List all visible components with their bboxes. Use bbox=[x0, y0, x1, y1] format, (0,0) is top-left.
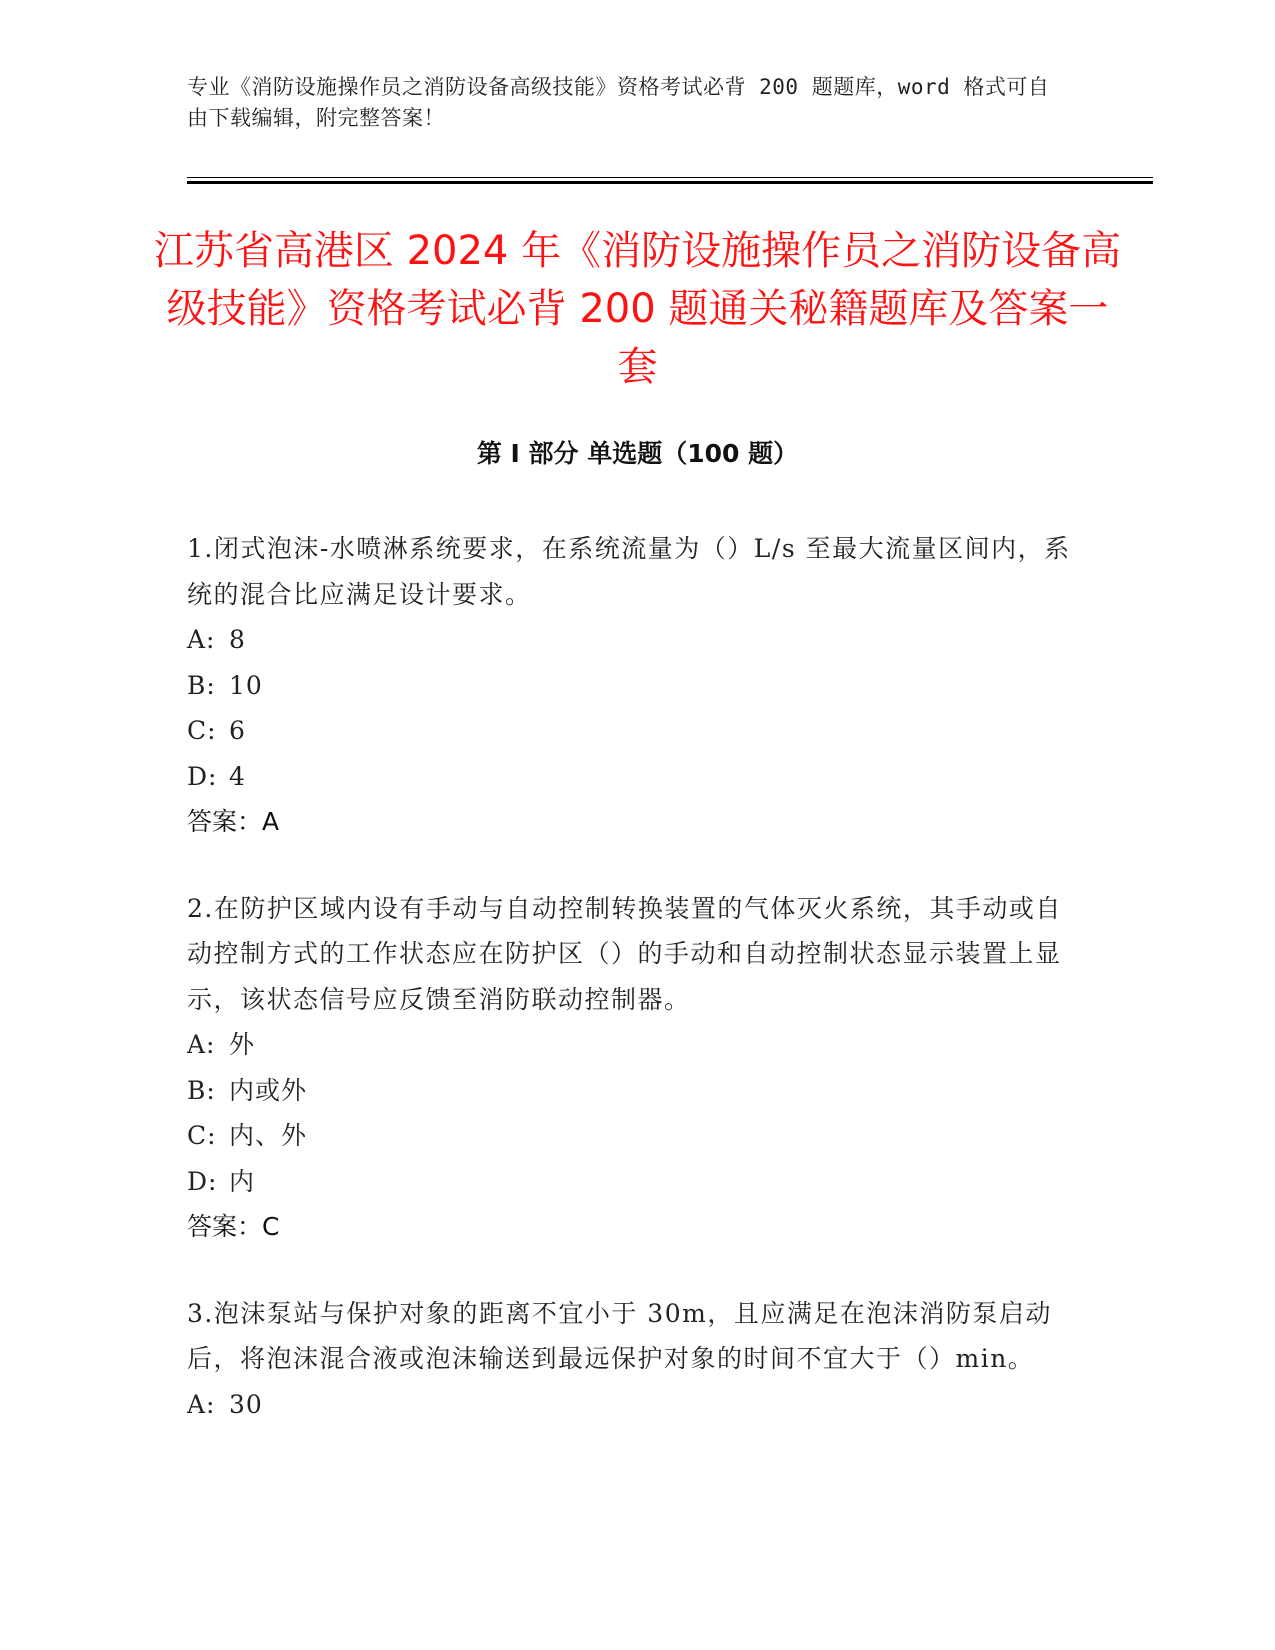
section-title: 第 I 部分 单选题（100 题） bbox=[476, 439, 799, 468]
option-text: 8 bbox=[229, 625, 246, 654]
option-d bbox=[187, 1159, 1077, 1205]
answer-line: 答案：C bbox=[187, 1212, 280, 1241]
answer-line: 答案：A bbox=[187, 807, 280, 836]
option-a bbox=[187, 1022, 1077, 1068]
option-text: 内、外 bbox=[229, 1121, 308, 1150]
option-text: 30 bbox=[229, 1389, 263, 1419]
header-rule-thick bbox=[187, 181, 1153, 184]
option-text: 内或外 bbox=[229, 1075, 308, 1105]
header-note: 专业《消防设施操作员之消防设备高级技能》资格考试必背 200 题题库，word 格式可自由下载编辑，附完整答案！ bbox=[187, 75, 1050, 130]
option-b bbox=[187, 663, 1077, 709]
option-text: 内 bbox=[229, 1166, 256, 1196]
option-text: 外 bbox=[229, 1030, 256, 1059]
question-list bbox=[187, 526, 1077, 1468]
option-key: D: bbox=[187, 761, 218, 791]
option-d bbox=[187, 754, 1077, 800]
option-b bbox=[187, 1068, 1077, 1114]
option-a bbox=[187, 1382, 1077, 1428]
option-a bbox=[187, 617, 1077, 663]
option-key: B: bbox=[187, 1075, 216, 1105]
option-key: D: bbox=[187, 1166, 218, 1196]
option-c bbox=[187, 1113, 1077, 1159]
document-title: 江苏省高港区 2024 年《消防设施操作员之消防设备高级技能》资格考试必背 200 题通关秘籍题库及答案一套 bbox=[153, 228, 1122, 390]
header-rule-thin bbox=[187, 177, 1153, 178]
option-key: C: bbox=[187, 1121, 217, 1150]
question-stem: 2.在防护区域内设有手动与自动控制转换装置的气体灭火系统，其手动或自动控制方式的工作状态应在防护区（）的手动和自动控制状态显示装置上显示，该状态信号应反馈至消防联动控制器。 bbox=[187, 893, 1062, 1014]
option-text: 4 bbox=[229, 761, 246, 791]
question-1 bbox=[187, 526, 1077, 845]
question-stem: 1.闭式泡沫-水喷淋系统要求，在系统流量为（）L/s 至最大流量区间内，系统的混合比应满足设计要求。 bbox=[187, 534, 1071, 609]
option-key: B: bbox=[187, 670, 216, 700]
option-key: A: bbox=[187, 625, 216, 654]
question-stem: 3.泡沫泵站与保护对象的距离不宜小于 30m，且应满足在泡沫消防泵启动后，将泡沫混合液或泡沫输送到最远保护对象的时间不宜大于（）min。 bbox=[187, 1298, 1052, 1373]
option-c bbox=[187, 708, 1077, 754]
option-text: 6 bbox=[229, 716, 246, 745]
question-3 bbox=[187, 1291, 1077, 1428]
question-2 bbox=[187, 886, 1077, 1250]
option-text: 10 bbox=[229, 670, 263, 700]
option-key: A: bbox=[187, 1030, 216, 1059]
option-key: C: bbox=[187, 716, 217, 745]
option-key: A: bbox=[187, 1389, 216, 1419]
